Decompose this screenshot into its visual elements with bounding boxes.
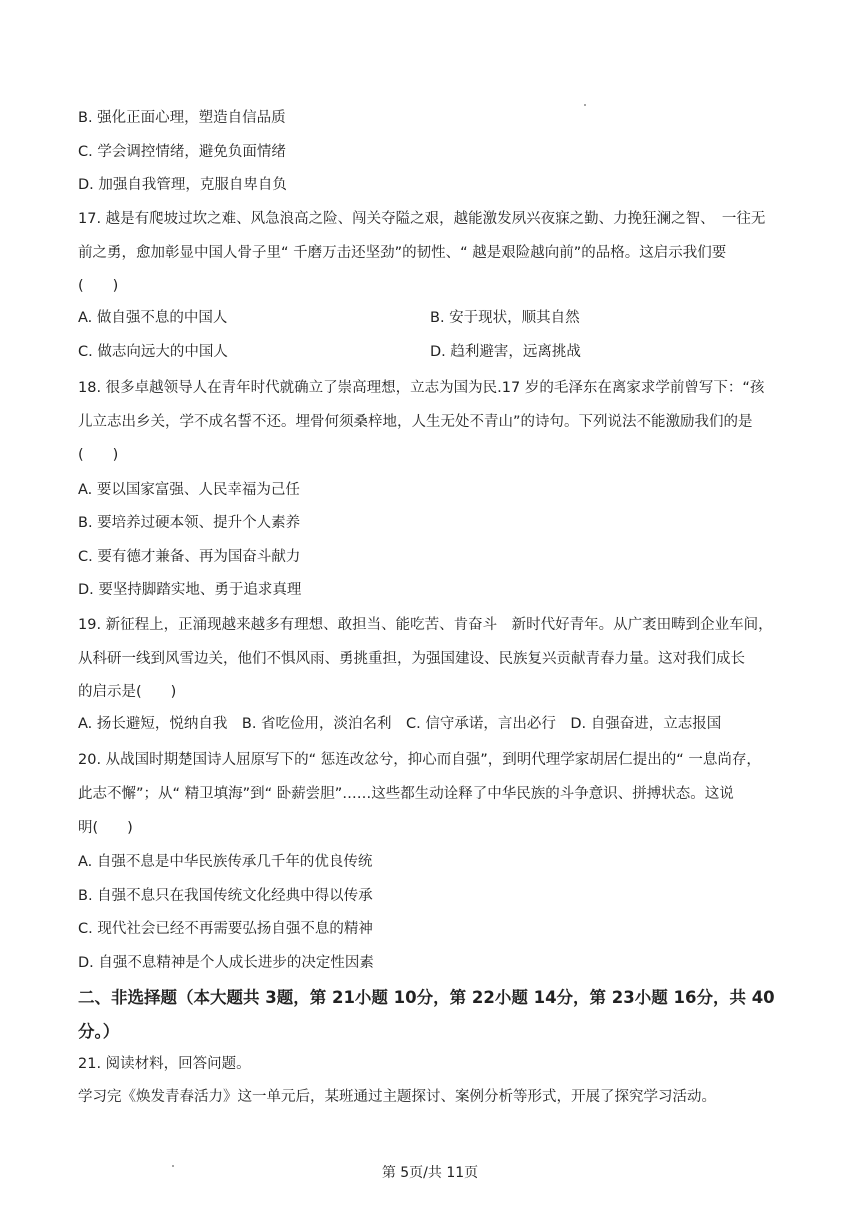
question-17-line-1: 17. 越是有爬坡过坎之难、风急浪高之险、闯关夺隘之艰，越能激发夙兴夜寐之勤、力挽狂澜之智、 一往无 <box>78 211 766 227</box>
option-17a: A. 做自强不息的中国人 <box>78 310 228 326</box>
option-16d: D. 加强自我管理，克服自卑自负 <box>78 177 287 193</box>
option-20a: A. 自强不息是中华民族传承几千年的优良传统 <box>78 854 373 870</box>
section-heading-line-2: 分。） <box>78 1022 120 1041</box>
option-18a: A. 要以国家富强、人民幸福为己任 <box>78 482 300 498</box>
question-18-line-2: 儿立志出乡关，学不成名誓不还。埋骨何须桑梓地，人生无处不青山”的诗句。下列说法不能激励我们的是 <box>78 414 753 430</box>
page-footer: 第 5页/共 11页 <box>381 1165 479 1181</box>
option-17c: C. 做志向远大的中国人 <box>78 344 228 360</box>
option-16c: C. 学会调控情绪，避免负面情绪 <box>78 144 286 160</box>
scan-speck <box>584 104 586 106</box>
option-18c: C. 要有德才兼备、再为国奋斗献力 <box>78 549 301 565</box>
option-16b: B. 强化正面心理，塑造自信品质 <box>78 110 286 126</box>
question-17-bracket: ( ) <box>78 278 119 294</box>
question-20-line-2: 此志不懈”；从“ 精卫填海”到“ 卧薪尝胆”……这些都生动诠释了中华民族的斗争意识、拼搏状态。这说 <box>78 786 734 802</box>
question-19-options: A. 扬长避短，悦纳自我 B. 省吃俭用，淡泊名利 C. 信守承诺，言出必行 D. 自强奋进，立志报国 <box>78 716 722 732</box>
question-21-material: 学习完《焕发青春活力》这一单元后，某班通过主题探讨、案例分析等形式，开展了探究学习活动。 <box>78 1089 716 1105</box>
question-19-line-3: 的启示是( ) <box>78 684 177 700</box>
question-21-title: 21. 阅读材料，回答问题。 <box>78 1056 251 1072</box>
question-19-line-2: 从科研一线到风雪边关，他们不惧风雨、勇挑重担，为强国建设、民族复兴贡献青春力量。这对我们成长 <box>78 651 745 667</box>
section-heading-line-1: 二、非选择题（本大题共 3题，第 21小题 10分，第 22小题 14分，第 23小题 16分，共 40 <box>78 988 775 1007</box>
option-20b: B. 自强不息只在我国传统文化经典中得以传承 <box>78 888 373 904</box>
option-18b: B. 要培养过硬本领、提升个人素养 <box>78 515 301 531</box>
option-17d: D. 趋利避害，远离挑战 <box>430 344 581 360</box>
question-18-line-1: 18. 很多卓越领导人在青年时代就确立了崇高理想，立志为国为民.17 岁的毛泽东在离家求学前曾写下：“孩 <box>78 380 765 396</box>
option-17b: B. 安于现状，顺其自然 <box>430 310 580 326</box>
question-19-line-1: 19. 新征程上，正涌现越来越多有理想、敢担当、能吃苦、肯奋斗 新时代好青年。从广袤田畴到企业车间， <box>78 617 773 633</box>
question-18-bracket: ( ) <box>78 447 119 463</box>
option-18d: D. 要坚持脚踏实地、勇于追求真理 <box>78 582 302 598</box>
question-17-line-2: 前之勇，愈加彰显中国人骨子里“ 千磨万击还坚劲”的韧性、“ 越是艰险越向前”的品格。这启示我们要 <box>78 245 727 261</box>
question-20-line-3: 明( ) <box>78 820 133 836</box>
option-20c: C. 现代社会已经不再需要弘扬自强不息的精神 <box>78 921 373 937</box>
option-20d: D. 自强不息精神是个人成长进步的决定性因素 <box>78 955 374 971</box>
question-20-line-1: 20. 从战国时期楚国诗人屈原写下的“ 惩连改忿兮，抑心而自强”，到明代理学家胡居仁提出的“ 一息尚存， <box>78 752 761 768</box>
